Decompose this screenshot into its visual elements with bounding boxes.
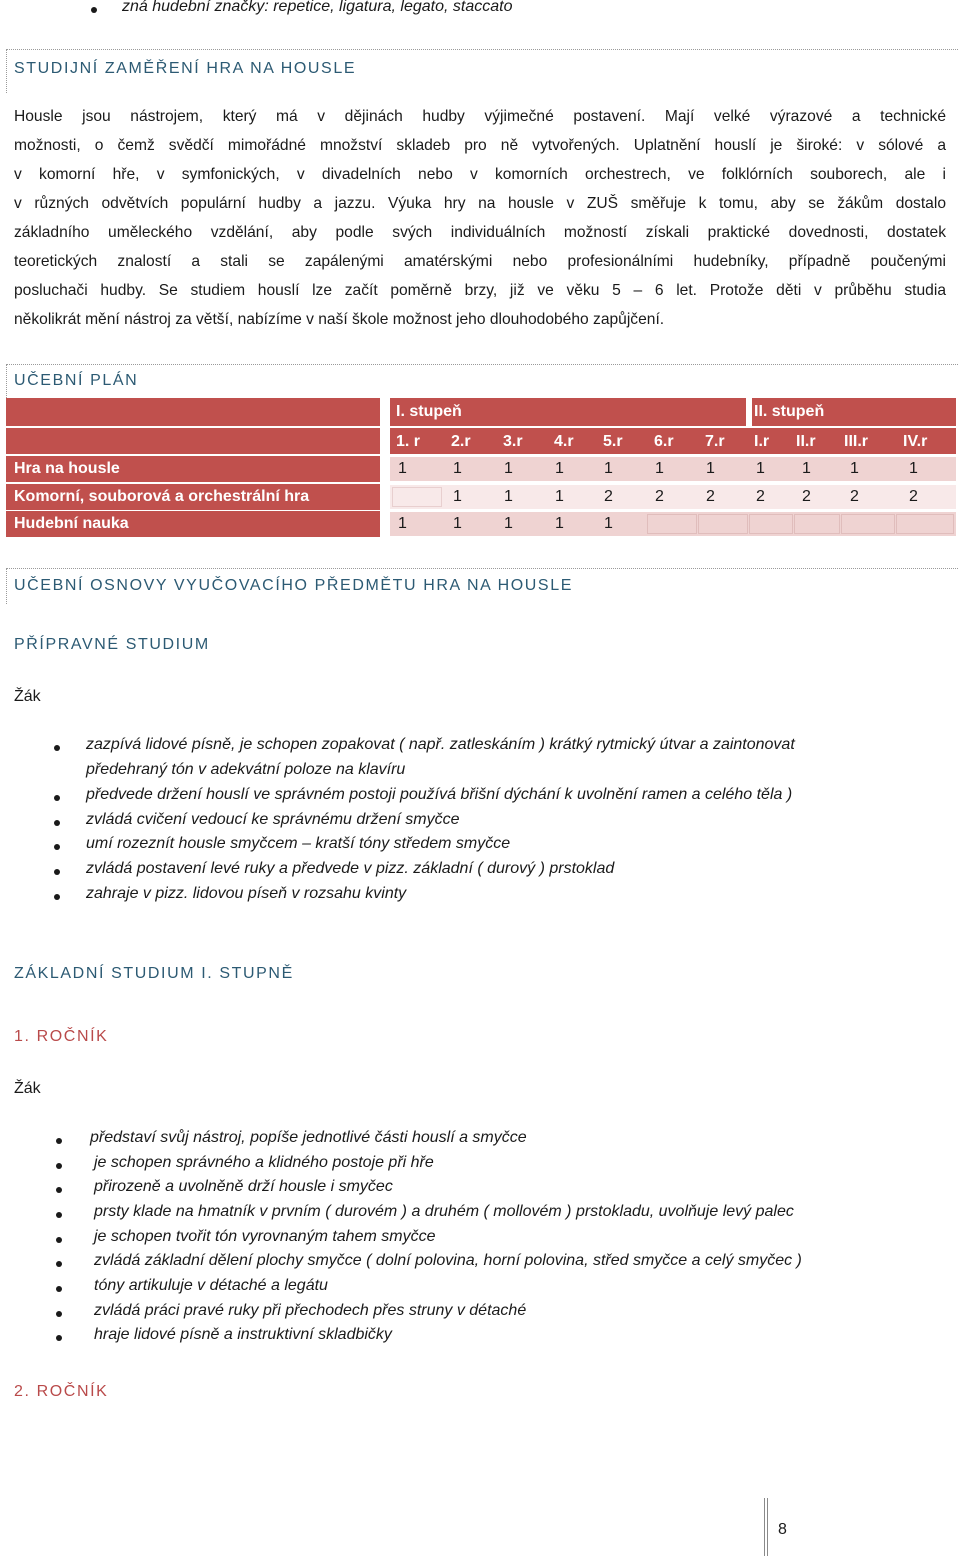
section-divider: [6, 568, 7, 604]
list-item: předvede držení houslí ve správném postoji používá břišní dýchání k uvolnění ramen a celého těla ): [86, 786, 793, 803]
section-heading: UČEBNÍ OSNOVY VYUČOVACÍHO PŘEDMĚTU HRA NA HOUSLE: [14, 577, 573, 594]
bullet-icon: [54, 869, 60, 875]
section-divider: [6, 364, 958, 365]
year-header: I.r: [754, 433, 770, 450]
paragraph-line: posluchači hudby. Se studiem houslí lze začít poměrně brzy, již ve věku 5 – 6 let. Protože děti v průběhu studia: [14, 282, 946, 299]
year-header: II.r: [796, 433, 816, 450]
table-cell: 1: [850, 460, 859, 477]
bullet-icon: [54, 795, 60, 801]
pupil-label: Žák: [14, 688, 41, 705]
subsection-heading: PŘÍPRAVNÉ STUDIUM: [14, 636, 210, 653]
empty-cell: [749, 514, 793, 534]
bullet-icon: [56, 1311, 62, 1317]
table-cell: 1: [706, 460, 715, 477]
table-header-row: [6, 398, 956, 426]
page-number: 8: [778, 1521, 787, 1538]
table-cell: 2: [706, 488, 715, 505]
table-cell: 2: [909, 488, 918, 505]
bullet-icon: [56, 1138, 62, 1144]
year-heading: 2. ROČNÍK: [14, 1383, 109, 1400]
bullet-icon: [54, 745, 60, 751]
section-heading: UČEBNÍ PLÁN: [14, 372, 139, 389]
empty-cell: [698, 514, 748, 534]
page-number-rule: [764, 1498, 765, 1556]
section-divider: [6, 364, 7, 398]
table-cell: 1: [555, 488, 564, 505]
empty-cell: [896, 514, 954, 534]
list-item: zvládá postavení levé ruky a předvede v pizz. základní ( durový ) prstoklad: [86, 860, 615, 877]
bullet-icon: [54, 894, 60, 900]
list-item: zvládá základní dělení plochy smyčce ( dolní polovina, horní polovina, střed smyčce a celý smyčec ): [94, 1252, 802, 1269]
table-cell: 2: [655, 488, 664, 505]
table-cell: 2: [850, 488, 859, 505]
paragraph-line: Housle jsou nástrojem, který má v dějinách hudby výjimečné postavení. Mají velké výrazové a technické: [14, 108, 946, 125]
list-item-continuation: předehraný tón v adekvátní poloze na klavíru: [86, 761, 406, 778]
paragraph-line: možnosti, o čemž svědčí mimořádné množství skladeb pro ně vytvořených. Uplatnění houslí je široké: v sólové a: [14, 137, 946, 154]
row-band: [390, 485, 956, 509]
paragraph-line: teoretických znalostí a stali se zapálenými amatérskými nebo profesionálními hudebníky, případně poučenými: [14, 253, 946, 270]
list-item: představí svůj nástroj, popíše jednotlivé části houslí a smyčce: [90, 1129, 527, 1146]
year-header: IV.r: [903, 433, 928, 450]
paragraph-line: několikrát mění nástroj za větší, nabízíme v naší škole možnost jeho dlouhodobého zapůjčení.: [14, 311, 665, 328]
table-cell: 1: [504, 488, 513, 505]
table-cell: 1: [555, 460, 564, 477]
year-header: 2.r: [451, 433, 471, 450]
year-header: 6.r: [654, 433, 674, 450]
table-cell: 1: [756, 460, 765, 477]
header-label-cell: [6, 428, 380, 454]
table-cell: 1: [604, 460, 613, 477]
table-cell: 1: [909, 460, 918, 477]
paragraph-line: základního uměleckého vzdělání, aby podle svých individuálních možností získali praktické dovednosti, dostatek: [14, 224, 946, 241]
table-row: [6, 484, 956, 510]
table-cell: 2: [756, 488, 765, 505]
table-cell: 2: [604, 488, 613, 505]
paragraph-line: v různých odvětvích populární hudby a jazzu. Výuka hry na housle v ZUŠ směřuje k tomu, aby se žákům dostalo: [14, 195, 946, 212]
list-item: umí rozeznít housle smyčcem – kratší tóny středem smyčce: [86, 835, 511, 852]
page-number-rule: [767, 1498, 768, 1556]
list-item: prsty klade na hmatník v prvním ( durovém ) a druhém ( mollovém ) prstokladu, uvolňuje levý palec: [94, 1203, 794, 1220]
stage-1-label: I. stupeň: [396, 403, 462, 420]
bullet-icon: [54, 820, 60, 826]
section-divider: [6, 49, 958, 50]
table-cell: 1: [555, 515, 564, 532]
list-item: zná hudební značky: repetice, ligatura, legato, staccato: [122, 0, 513, 15]
bullet-icon: [56, 1286, 62, 1292]
table-cell: 1: [398, 460, 407, 477]
bullet-icon: [56, 1187, 62, 1193]
row-band: [390, 457, 956, 481]
empty-cell: [841, 514, 895, 534]
table-cell: 1: [655, 460, 664, 477]
row-label: Hudební nauka: [14, 515, 129, 532]
bullet-icon: [56, 1261, 62, 1267]
list-item: je schopen tvořit tón vyrovnaným tahem smyčce: [94, 1228, 436, 1245]
list-item: hraje lidové písně a instruktivní skladbičky: [94, 1326, 392, 1343]
table-cell: 1: [504, 515, 513, 532]
table-cell: 1: [453, 488, 462, 505]
list-item: přirozeně a uvolněně drží housle i smyčec: [94, 1178, 393, 1195]
year-header: 3.r: [503, 433, 523, 450]
list-item: zvládá cvičení vedoucí ke správnému držení smyčce: [86, 811, 460, 828]
bullet-icon: [56, 1237, 62, 1243]
column-gap: [746, 398, 752, 426]
year-header: III.r: [844, 433, 869, 450]
section-divider: [6, 568, 958, 569]
table-cell: 1: [802, 460, 811, 477]
table-cell: 1: [453, 515, 462, 532]
paragraph-line: v komorní hře, v symfonických, v divadelních nebo v komorních orchestrech, ve folklórních souborech, ale i: [14, 166, 946, 183]
list-item: zahraje v pizz. lidovou píseň v rozsahu kvinty: [86, 885, 407, 902]
year-heading: 1. ROČNÍK: [14, 1028, 109, 1045]
list-item: zazpívá lidové písně, je schopen zopakovat ( např. zatleskáním ) krátký rytmický útvar a zaintonovat: [86, 736, 795, 753]
table-row: [6, 511, 956, 537]
empty-cell: [392, 487, 442, 507]
table-row: [6, 456, 956, 482]
section-divider: [6, 49, 7, 93]
row-label: Komorní, souborová a orchestrální hra: [14, 488, 310, 505]
list-item: zvládá práci pravé ruky při přechodech přes struny v détaché: [94, 1302, 527, 1319]
table-cell: 2: [802, 488, 811, 505]
table-cell: 1: [504, 460, 513, 477]
list-item: tóny artikuluje v détaché a legátu: [94, 1277, 328, 1294]
stage-2-label: II. stupeň: [754, 403, 825, 420]
year-header: 1. r: [396, 433, 421, 450]
bullet-icon: [56, 1335, 62, 1341]
empty-cell: [647, 514, 697, 534]
empty-cell: [794, 514, 840, 534]
table-header-row: [6, 428, 956, 454]
subsection-heading: ZÁKLADNÍ STUDIUM I. STUPNĚ: [14, 965, 294, 982]
row-label: Hra na housle: [14, 460, 120, 477]
intro-paragraph: [14, 102, 946, 334]
bullet-icon: [56, 1212, 62, 1218]
list-item: je schopen správného a klidného postoje při hře: [94, 1154, 434, 1171]
bullet-icon: [54, 844, 60, 850]
year-header: 7.r: [705, 433, 725, 450]
pupil-label: Žák: [14, 1080, 41, 1097]
bullet-icon: [91, 7, 97, 13]
year-header: 4.r: [554, 433, 574, 450]
table-cell: 1: [453, 460, 462, 477]
table-cell: 1: [604, 515, 613, 532]
bullet-icon: [56, 1163, 62, 1169]
section-heading: STUDIJNÍ ZAMĚŘENÍ HRA NA HOUSLE: [14, 60, 357, 77]
table-cell: 1: [398, 515, 407, 532]
year-header: 5.r: [603, 433, 623, 450]
